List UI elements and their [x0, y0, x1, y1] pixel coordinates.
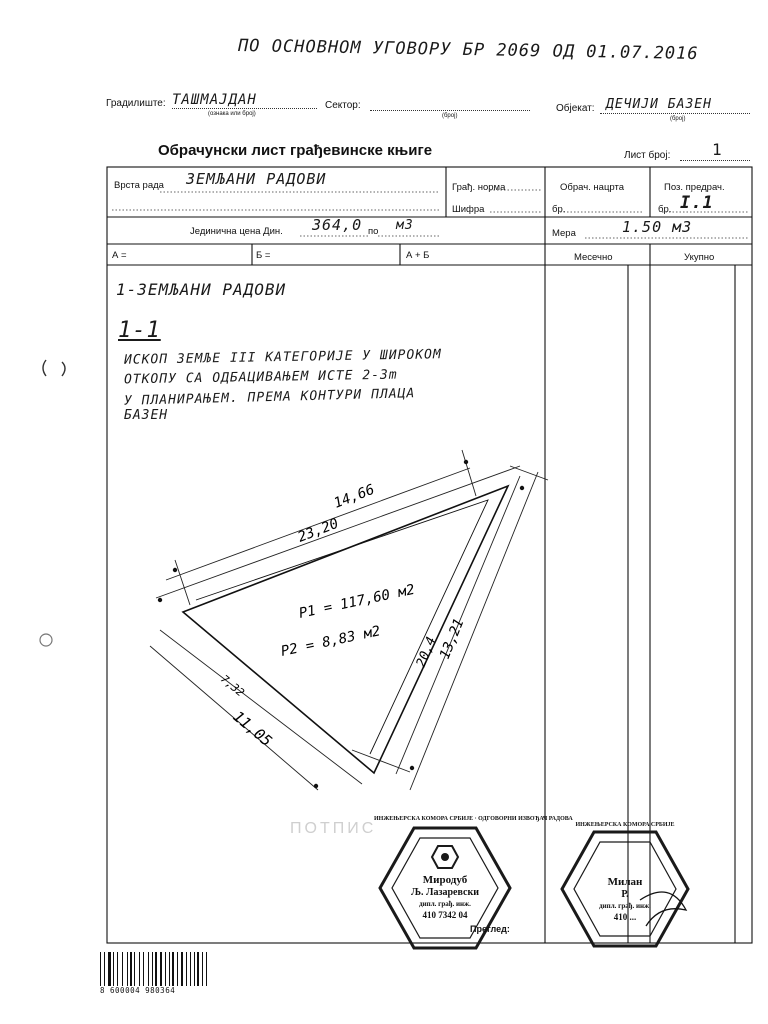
- stamp-1-title: дипл. грађ. инж.: [419, 900, 471, 908]
- site-value: ТАШМАЈДАН: [172, 92, 257, 108]
- measure-value: 1.50 м3: [622, 218, 693, 236]
- unit-price-value: 364,0: [312, 216, 363, 234]
- dim-right-inner: 20,4: [413, 634, 440, 670]
- work-type-value: ЗЕМЉАНИ РАДОВИ: [186, 170, 327, 188]
- norm-label: Грађ. норма: [452, 182, 506, 193]
- stamp-1-ring-text: ИНЖЕЊЕРСКА КОМОРА СРБИЈЕ · ОДГОВОРНИ ИЗВОЂАЧ РАДОВА: [374, 816, 573, 822]
- faded-signature-text: ПОТПИС: [290, 820, 377, 837]
- object-label: Објекат:: [556, 103, 595, 114]
- item-description-4: БАЗЕН: [124, 408, 169, 423]
- dim-left-outer: 11,05: [229, 707, 276, 751]
- item-description-2: ОТКОПУ СА ОДБАЦИВАЊЕМ ИСТЕ 2-3m: [123, 367, 398, 388]
- code-label: Шифра: [452, 204, 485, 215]
- item-number: 1-1: [118, 318, 161, 343]
- unit-price-label: Јединична цена Дин.: [190, 226, 283, 237]
- stamp-1-name-1: Миродуб: [422, 874, 468, 886]
- stamp-2-name-1: Милан: [607, 876, 643, 888]
- drawing-label: Обрач. нацрта: [560, 182, 624, 193]
- section-title: 1-ЗЕМЉАНИ РАДОВИ: [116, 280, 287, 299]
- sheet-number-value: 1: [712, 140, 723, 159]
- stamp-2-ring-text: ИНЖЕЊЕРСКА КОМОРА СРБИЈЕ: [575, 822, 675, 828]
- contract-note: ПО ОСНОВНОМ УГОВОРУ БР 2069 ОД 01.07.2016: [237, 35, 699, 65]
- barcode: [100, 952, 210, 998]
- measure-label: Мера: [552, 228, 576, 239]
- sheet-number-label: Лист број:: [624, 150, 671, 161]
- site-hint: (ознака или број): [208, 111, 256, 117]
- barcode-number: 8 600004 980364: [100, 986, 176, 995]
- object-value: ДЕЧИЈИ БАЗЕН: [606, 97, 712, 112]
- sector-label: Сектор:: [325, 100, 361, 111]
- position-value: I.1: [680, 193, 714, 213]
- object-hint: (број): [670, 116, 686, 122]
- area-2: P2 = 8,83 м2: [279, 623, 382, 660]
- column-total: Укупно: [684, 252, 715, 263]
- site-label: Градилиште:: [106, 98, 166, 109]
- item-description-3: У ПЛАНИРАЊЕМ. ПРЕМА КОНТУРИ ПЛАЦА: [123, 386, 416, 409]
- stamp-partial-label: Преглед:: [470, 924, 510, 934]
- dim-right-outer: 13,21: [436, 616, 468, 662]
- stamp-2-title: дипл. грађ. инж.: [599, 902, 651, 910]
- stamp-2-license: 410 ...: [613, 912, 637, 922]
- punch-hole-marks: [36, 350, 76, 650]
- position-label: Поз. предрач.: [664, 182, 725, 193]
- stamp-1-license: 410 7342 04: [422, 910, 468, 920]
- dim-top-outer: 14,66: [331, 481, 377, 512]
- barcode-bars: [100, 952, 210, 986]
- sheet-title: Обрачунски лист грађевинске књиге: [158, 142, 433, 159]
- stamp-1-name-2: Љ. Лазаревски: [411, 887, 479, 898]
- column-monthly: Месечно: [574, 252, 613, 263]
- per-label: по: [368, 226, 379, 237]
- item-description-1: ИСКОП ЗЕМЉЕ III КАТЕГОРИЈЕ У ШИРОКОМ: [123, 347, 442, 368]
- per-value: м3: [396, 218, 414, 233]
- column-b: Б =: [256, 250, 271, 261]
- work-type-label: Врста рада: [114, 180, 164, 191]
- drawing-number-label: бр.: [552, 204, 566, 215]
- stamp-2-name-2: Р.: [621, 889, 629, 900]
- position-number-label: бр.: [658, 204, 672, 215]
- column-a: А =: [112, 250, 127, 261]
- column-a-plus-b: А + Б: [406, 250, 430, 261]
- area-1: P1 = 117,60 м2: [297, 581, 417, 622]
- sector-hint: (број): [442, 113, 458, 119]
- dim-top-inner: 23,20: [295, 515, 341, 546]
- engineer-stamp-2: [560, 822, 690, 948]
- dim-left-inner: 7,32: [218, 672, 247, 700]
